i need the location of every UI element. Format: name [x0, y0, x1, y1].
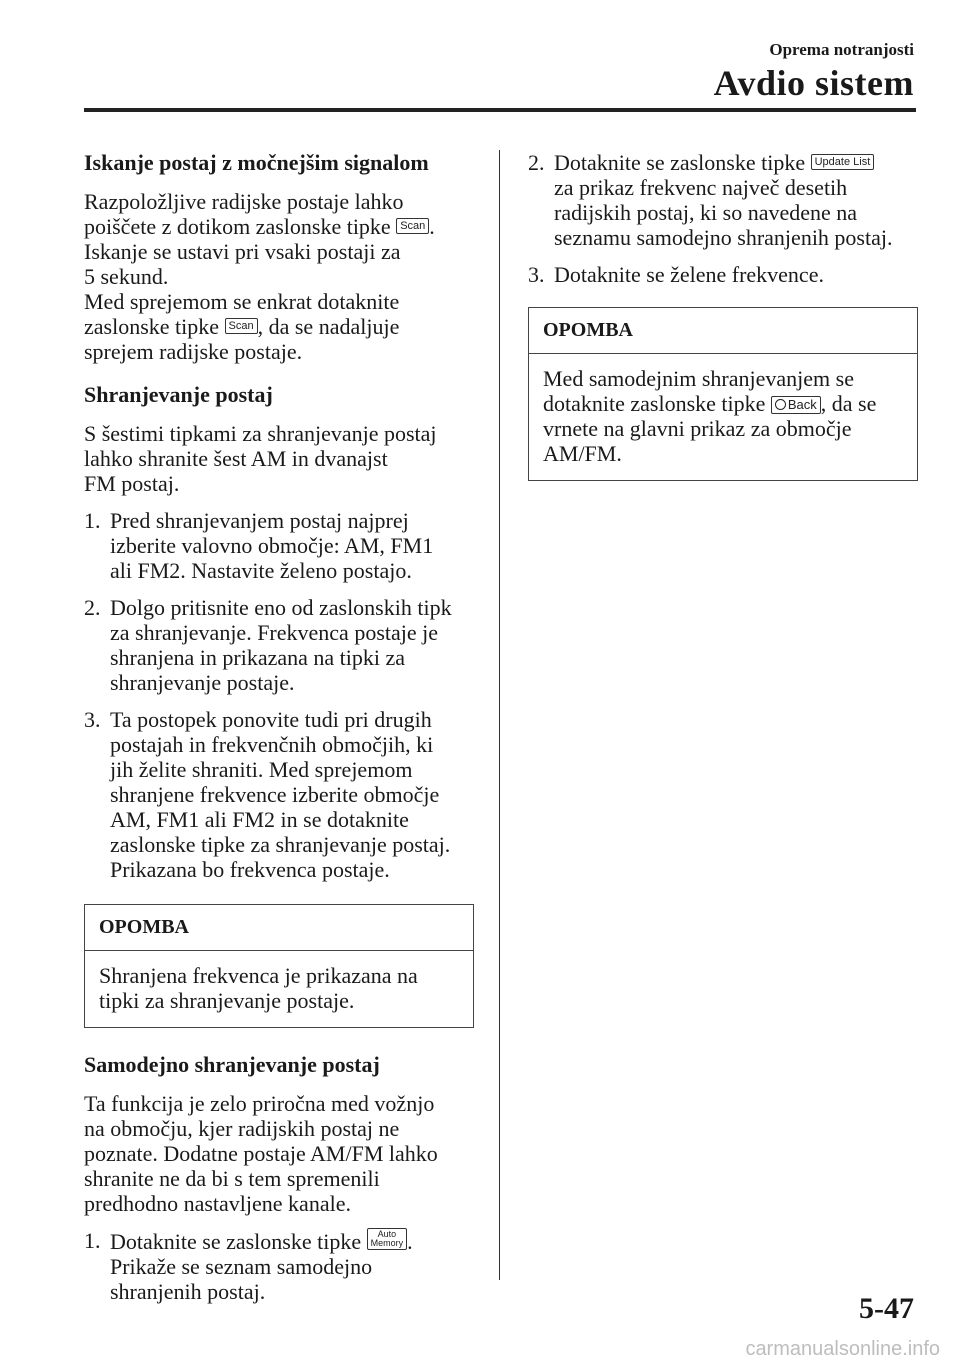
watermark: carmanualsonline.info	[745, 1338, 940, 1360]
header-rule	[84, 108, 916, 112]
heading-scan: Iskanje postaj z močnejšim signalom	[84, 150, 429, 175]
list-item: 3. Ta postopek ponovite tudi pri drugih postajah in frekvenčnih območjih, ki jih želite shraniti. Med sprejemom shranjene frekvence izberite območje AM, FM1 ali FM2 in se dotaknite zaslonske tipke za shranjevanje postaj. Prikazana bo frekvenca postaje.	[84, 707, 451, 882]
list-item: 3. Dotaknite se želene frekvence.	[528, 262, 824, 287]
back-key-icon: Back	[771, 396, 821, 414]
scan-key-icon: Scan	[225, 318, 258, 334]
heading-auto-store: Samodejno shranjevanje postaj	[84, 1052, 380, 1077]
list-item: 2. Dolgo pritisnite eno od zaslonskih tipk za shranjevanje. Frekvenca postaje je shranjena in prikazana na tipki za shranjevanje postaje.	[84, 595, 452, 695]
paragraph-auto-store: Ta funkcija je zelo priročna med vožnjo na območju, kjer radijskih postaj ne poznate. Dodatne postaje AM/FM lahko shranite ne da bi s tem spremenili predhodno nastavljene kanale.	[84, 1091, 438, 1216]
header-section: Oprema notranjosti	[769, 40, 914, 59]
note-body: Shranjena frekvenca je prikazana na tipki za shranjevanje postaje.	[99, 963, 418, 1013]
right-column	[528, 150, 918, 505]
update-list-key-icon: Update List	[811, 154, 875, 170]
note-body: Med samodejnim shranjevanjem se dotaknite zaslonske tipke Back , da se vrnete na glavni prikaz za območje AM/FM.	[543, 366, 877, 466]
auto-memory-key-icon: Auto Memory	[367, 1228, 408, 1250]
paragraph-scan: Razpoložljive radijske postaje lahko poiščete z dotikom zaslonske tipke Scan . Iskanje se ustavi pri vsaki postaji za 5 sekund. Med sprejemom se enkrat dotaknite zaslonske tipke Scan , da se nadaljuje sprejem radijske postaje.	[84, 189, 435, 364]
list-item: 1. Dotaknite se zaslonske tipke Auto Memory . Prikaže se seznam samodejno shranjenih postaj.	[84, 1228, 413, 1304]
note-heading: OPOMBA	[529, 308, 917, 354]
page-number: 5-47	[859, 1292, 914, 1325]
scan-key-icon: Scan	[396, 218, 429, 234]
heading-store: Shranjevanje postaj	[84, 382, 273, 407]
note-box	[84, 904, 474, 1028]
note-heading: OPOMBA	[85, 905, 473, 951]
page-title: Avdio sistem	[713, 63, 914, 103]
list-item: 1. Pred shranjevanjem postaj najprej izberite valovno območje: AM, FM1 ali FM2. Nastavite želeno postajo.	[84, 508, 434, 583]
list-item: 2. Dotaknite se zaslonske tipke Update List za prikaz frekvenc največ desetih radijskih postaj, ki so navedene na seznamu samodejno shranjenih postaj.	[528, 150, 893, 250]
paragraph-store: S šestimi tipkami za shranjevanje postaj lahko shranite šest AM in dvanajst FM postaj.	[84, 421, 437, 496]
note-box	[528, 307, 918, 481]
column-divider	[499, 150, 500, 1280]
left-column	[84, 150, 474, 1316]
